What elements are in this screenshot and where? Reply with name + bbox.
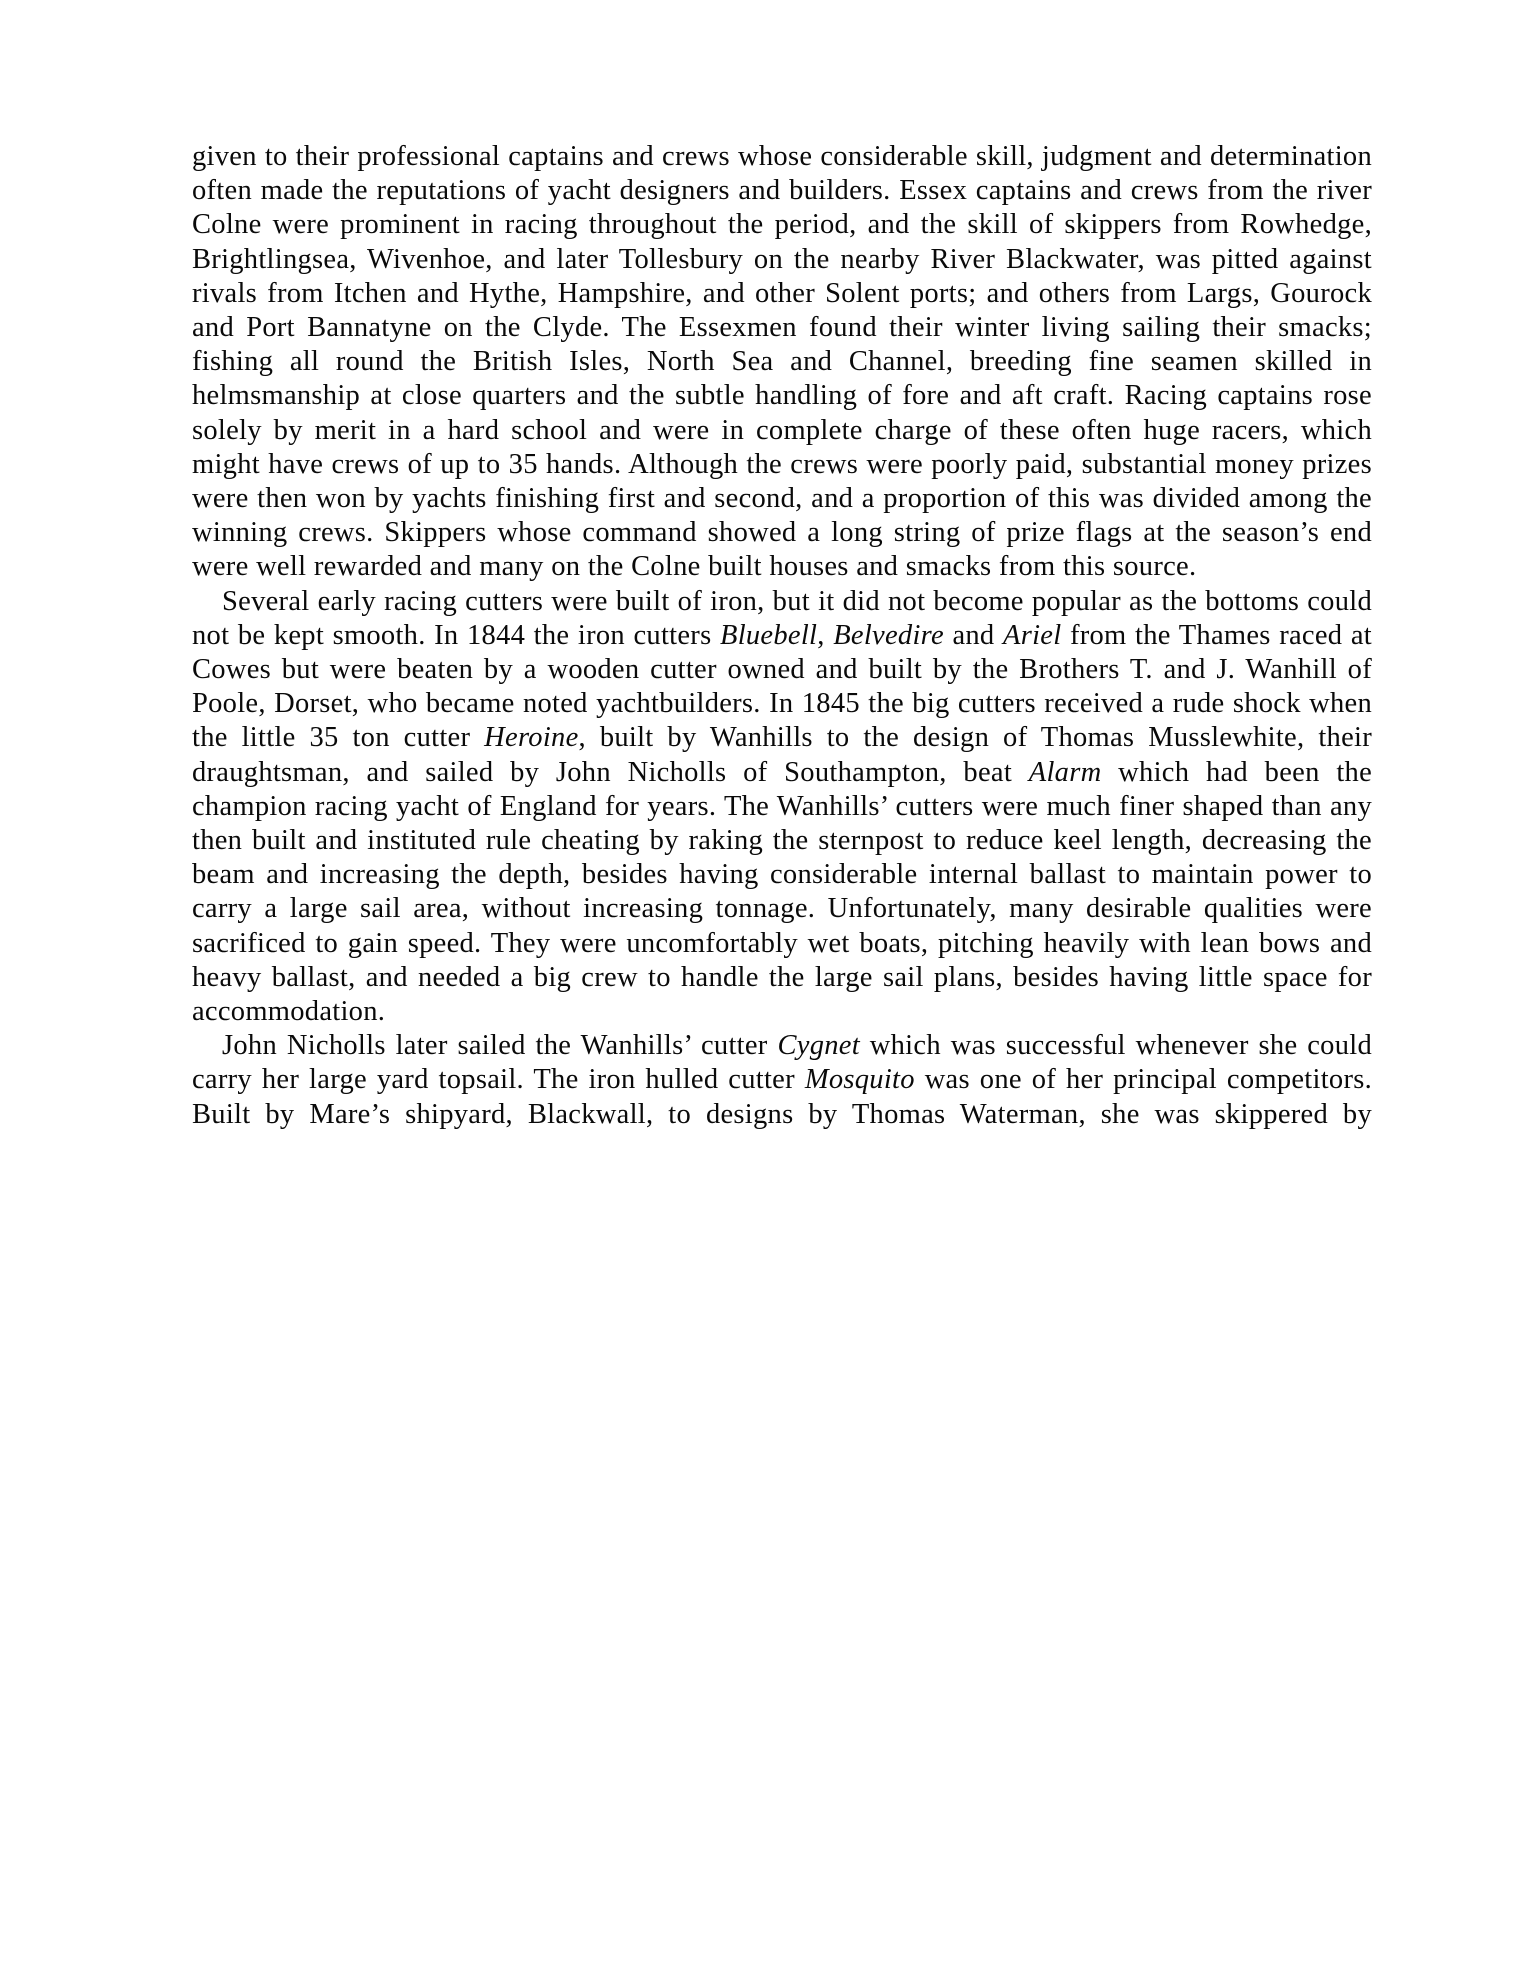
italic-title: Ariel [1003,619,1062,651]
italic-title: Mosquito [804,1064,915,1096]
italic-title: Heroine [484,722,579,754]
paragraph-3: John Nicholls later sailed the Wanhills’ cutter Cygnet which was successful whenever she could carry her large yard topsail. The iron hulled cutter Mosquito was one of her principal competitors. Built by Mare’s shipyard, Blackwall, to designs by Thomas Waterman, she was skippered by [192,1030,1373,1130]
italic-title: Alarm [1028,756,1102,788]
italic-title: Bluebell [720,619,818,651]
paragraph-1: given to their professional captains and crews whose considerable skill, judgment and determination often made the reputations of yacht designers and builders. Essex captains and crews from the river Colne were prominent in racing throughout the period, and the skill of skippers from Rowhedge, Brightlingsea, Wivenhoe, and later Tollesbury on the nearby River Blackwater, was pitted against rivals from Itchen and Hythe, Hampshire, and other Solent ports; and others from Largs, Gourock and Port Bannatyne on the Clyde. The Essexmen found their winter living sailing their smacks; fishing all round the British Isles, North Sea and Channel, breeding fine seamen skilled in helmsmanship at close quarters and the subtle handling of fore and aft craft. Racing captains rose solely by merit in a hard school and were in complete charge of these often huge racers, which might have crews of up to 35 hands. Although the crews were poorly paid, substantial money prizes were then won by yachts finishing first and second, and a proportion of this was divided among the winning crews. Skippers whose command showed a long string of prize flags at the season’s end were well rewarded and many on the Colne built houses and smacks from this source. [192,141,1372,583]
italic-title: Belvedire [833,619,944,651]
text-column [192,140,1372,1132]
paragraph-2: Several early racing cutters were built of iron, but it did not become popular as the bottoms could not be kept smooth. In 1844 the iron cutters Bluebell, Belvedire and Ariel from the Thames raced at Cowes but were beaten by a wooden cutter owned and built by the Brothers T. and J. Wanhill of Poole, Dorset, who became noted yachtbuilders. In 1845 the big cutters received a rude shock when the little 35 ton cutter Heroine, built by Wanhills to the design of Thomas Musslewhite, their draughtsman, and sailed by John Nicholls of Southampton, beat Alarm which had been the champion racing yacht of England for years. The Wanhills’ cutters were much finer shaped than any then built and instituted rule cheating by raking the sternpost to reduce keel length, decreasing the beam and increasing the depth, besides having considerable internal ballast to maintain power to carry a large sail area, without increasing tonnage. Unfortunately, many desirable qualities were sacrificed to gain speed. They were uncomfortably wet boats, pitching heavily with lean bows and heavy ballast, and needed a big crew to handle the large sail plans, besides having little space for accommodation. [192,585,1372,1028]
italic-title: Cygnet [777,1030,860,1062]
